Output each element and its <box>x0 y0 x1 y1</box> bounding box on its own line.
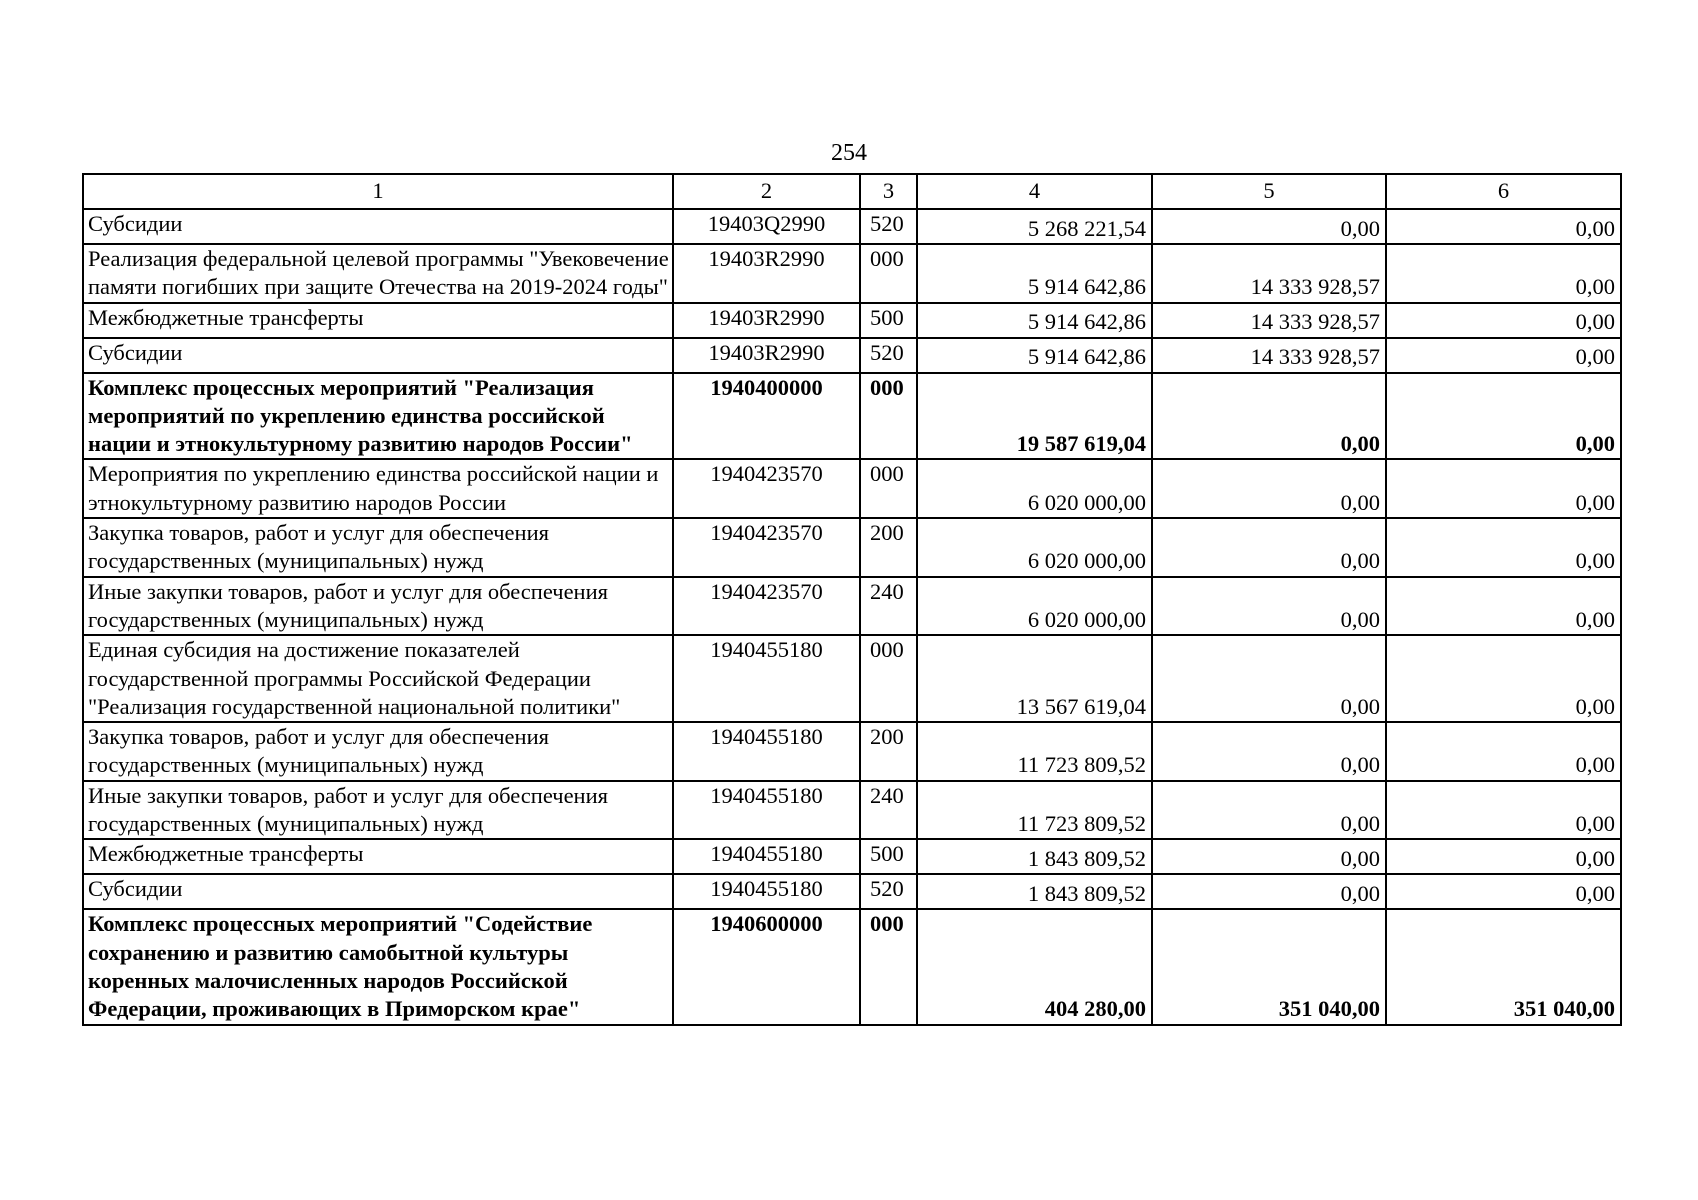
row-code-cell: 1940455180 <box>673 722 860 781</box>
row-type-cell: 520 <box>860 209 917 244</box>
row-amount-col5-cell: 0,00 <box>1152 874 1386 909</box>
row-amount-col4-cell: 11 723 809,52 <box>917 781 1152 840</box>
row-amount-col5-cell: 0,00 <box>1152 518 1386 577</box>
row-amount-col6-cell: 0,00 <box>1386 518 1621 577</box>
row-code-cell: 19403Q2990 <box>673 209 860 244</box>
row-amount-col4-cell: 6 020 000,00 <box>917 459 1152 518</box>
row-name-cell: Субсидии <box>83 209 673 244</box>
row-type-cell: 240 <box>860 577 917 636</box>
row-amount-col5-cell: 0,00 <box>1152 781 1386 840</box>
row-code-cell: 19403R2990 <box>673 303 860 338</box>
table-row <box>83 338 1621 373</box>
row-amount-col5-cell: 14 333 928,57 <box>1152 303 1386 338</box>
row-amount-col5-cell: 0,00 <box>1152 459 1386 518</box>
row-code-cell: 1940600000 <box>673 909 860 1024</box>
row-amount-col5-cell: 0,00 <box>1152 722 1386 781</box>
row-type-cell: 500 <box>860 839 917 874</box>
row-amount-col5-cell: 0,00 <box>1152 839 1386 874</box>
row-amount-col6-cell: 0,00 <box>1386 839 1621 874</box>
column-header-2: 2 <box>673 174 860 209</box>
column-header-3: 3 <box>860 174 917 209</box>
row-name-cell: Комплекс процессных мероприятий "Содействие сохранению и развитию самобытной культуры коренных малочисленных народов Российской Федерации, проживающих в Приморском крае" <box>83 909 673 1024</box>
row-name-cell: Иные закупки товаров, работ и услуг для обеспечения государственных (муниципальных) нужд <box>83 781 673 840</box>
row-code-cell: 1940455180 <box>673 839 860 874</box>
row-name-cell: Иные закупки товаров, работ и услуг для обеспечения государственных (муниципальных) нужд <box>83 577 673 636</box>
row-amount-col5-cell: 0,00 <box>1152 209 1386 244</box>
table-row <box>83 577 1621 636</box>
row-amount-col5-cell: 0,00 <box>1152 635 1386 722</box>
row-amount-col6-cell: 0,00 <box>1386 577 1621 636</box>
table-row <box>83 722 1621 781</box>
table-row <box>83 244 1621 303</box>
column-header-6: 6 <box>1386 174 1621 209</box>
row-type-cell: 000 <box>860 635 917 722</box>
row-amount-col6-cell: 0,00 <box>1386 209 1621 244</box>
row-code-cell: 1940400000 <box>673 373 860 460</box>
budget-table <box>82 173 1622 1026</box>
table-row <box>83 303 1621 338</box>
row-code-cell: 1940455180 <box>673 781 860 840</box>
row-amount-col6-cell: 0,00 <box>1386 781 1621 840</box>
table-row <box>83 373 1621 460</box>
row-code-cell: 1940455180 <box>673 635 860 722</box>
row-name-cell: Реализация федеральной целевой программы "Увековечение памяти погибших при защите Отечества на 2019-2024 годы" <box>83 244 673 303</box>
row-amount-col6-cell: 0,00 <box>1386 459 1621 518</box>
row-amount-col4-cell: 5 914 642,86 <box>917 244 1152 303</box>
row-name-cell: Межбюджетные трансферты <box>83 303 673 338</box>
row-amount-col4-cell: 1 843 809,52 <box>917 839 1152 874</box>
table-row <box>83 781 1621 840</box>
row-name-cell: Субсидии <box>83 874 673 909</box>
row-amount-col5-cell: 0,00 <box>1152 373 1386 460</box>
table-row <box>83 909 1621 1024</box>
table-row <box>83 635 1621 722</box>
row-amount-col6-cell: 0,00 <box>1386 373 1621 460</box>
table-row <box>83 459 1621 518</box>
row-type-cell: 000 <box>860 909 917 1024</box>
row-amount-col4-cell: 404 280,00 <box>917 909 1152 1024</box>
row-amount-col4-cell: 6 020 000,00 <box>917 577 1152 636</box>
row-name-cell: Субсидии <box>83 338 673 373</box>
table-row <box>83 874 1621 909</box>
table-header <box>83 174 1621 209</box>
column-header-4: 4 <box>917 174 1152 209</box>
row-name-cell: Мероприятия по укреплению единства российской нации и этнокультурному развитию народов России <box>83 459 673 518</box>
header-row <box>83 174 1621 209</box>
row-amount-col4-cell: 11 723 809,52 <box>917 722 1152 781</box>
column-header-1: 1 <box>83 174 673 209</box>
page-number: 254 <box>831 140 867 166</box>
row-amount-col5-cell: 14 333 928,57 <box>1152 338 1386 373</box>
table-row <box>83 839 1621 874</box>
row-amount-col5-cell: 14 333 928,57 <box>1152 244 1386 303</box>
row-type-cell: 000 <box>860 373 917 460</box>
row-amount-col4-cell: 5 268 221,54 <box>917 209 1152 244</box>
row-amount-col4-cell: 13 567 619,04 <box>917 635 1152 722</box>
table-row <box>83 209 1621 244</box>
row-amount-col6-cell: 0,00 <box>1386 722 1621 781</box>
row-amount-col4-cell: 5 914 642,86 <box>917 303 1152 338</box>
row-amount-col6-cell: 0,00 <box>1386 338 1621 373</box>
row-type-cell: 520 <box>860 874 917 909</box>
row-type-cell: 000 <box>860 459 917 518</box>
row-code-cell: 1940423570 <box>673 518 860 577</box>
table-body <box>83 209 1621 1025</box>
row-name-cell: Закупка товаров, работ и услуг для обеспечения государственных (муниципальных) нужд <box>83 518 673 577</box>
row-amount-col6-cell: 0,00 <box>1386 303 1621 338</box>
row-type-cell: 000 <box>860 244 917 303</box>
row-amount-col5-cell: 351 040,00 <box>1152 909 1386 1024</box>
row-type-cell: 200 <box>860 518 917 577</box>
row-code-cell: 1940455180 <box>673 874 860 909</box>
row-amount-col4-cell: 1 843 809,52 <box>917 874 1152 909</box>
row-type-cell: 200 <box>860 722 917 781</box>
row-code-cell: 1940423570 <box>673 459 860 518</box>
row-amount-col6-cell: 0,00 <box>1386 635 1621 722</box>
row-amount-col4-cell: 6 020 000,00 <box>917 518 1152 577</box>
row-type-cell: 240 <box>860 781 917 840</box>
row-amount-col6-cell: 0,00 <box>1386 244 1621 303</box>
row-code-cell: 1940423570 <box>673 577 860 636</box>
row-amount-col4-cell: 19 587 619,04 <box>917 373 1152 460</box>
row-amount-col6-cell: 351 040,00 <box>1386 909 1621 1024</box>
column-header-5: 5 <box>1152 174 1386 209</box>
row-name-cell: Межбюджетные трансферты <box>83 839 673 874</box>
row-type-cell: 520 <box>860 338 917 373</box>
row-type-cell: 500 <box>860 303 917 338</box>
row-amount-col5-cell: 0,00 <box>1152 577 1386 636</box>
row-name-cell: Закупка товаров, работ и услуг для обеспечения государственных (муниципальных) нужд <box>83 722 673 781</box>
row-name-cell: Комплекс процессных мероприятий "Реализация мероприятий по укреплению единства российской нации и этнокультурному развитию народов России" <box>83 373 673 460</box>
table-row <box>83 518 1621 577</box>
row-name-cell: Единая субсидия на достижение показателей государственной программы Российской Федерации "Реализация государственной национальной политики" <box>83 635 673 722</box>
row-amount-col6-cell: 0,00 <box>1386 874 1621 909</box>
row-code-cell: 19403R2990 <box>673 338 860 373</box>
row-code-cell: 19403R2990 <box>673 244 860 303</box>
row-amount-col4-cell: 5 914 642,86 <box>917 338 1152 373</box>
